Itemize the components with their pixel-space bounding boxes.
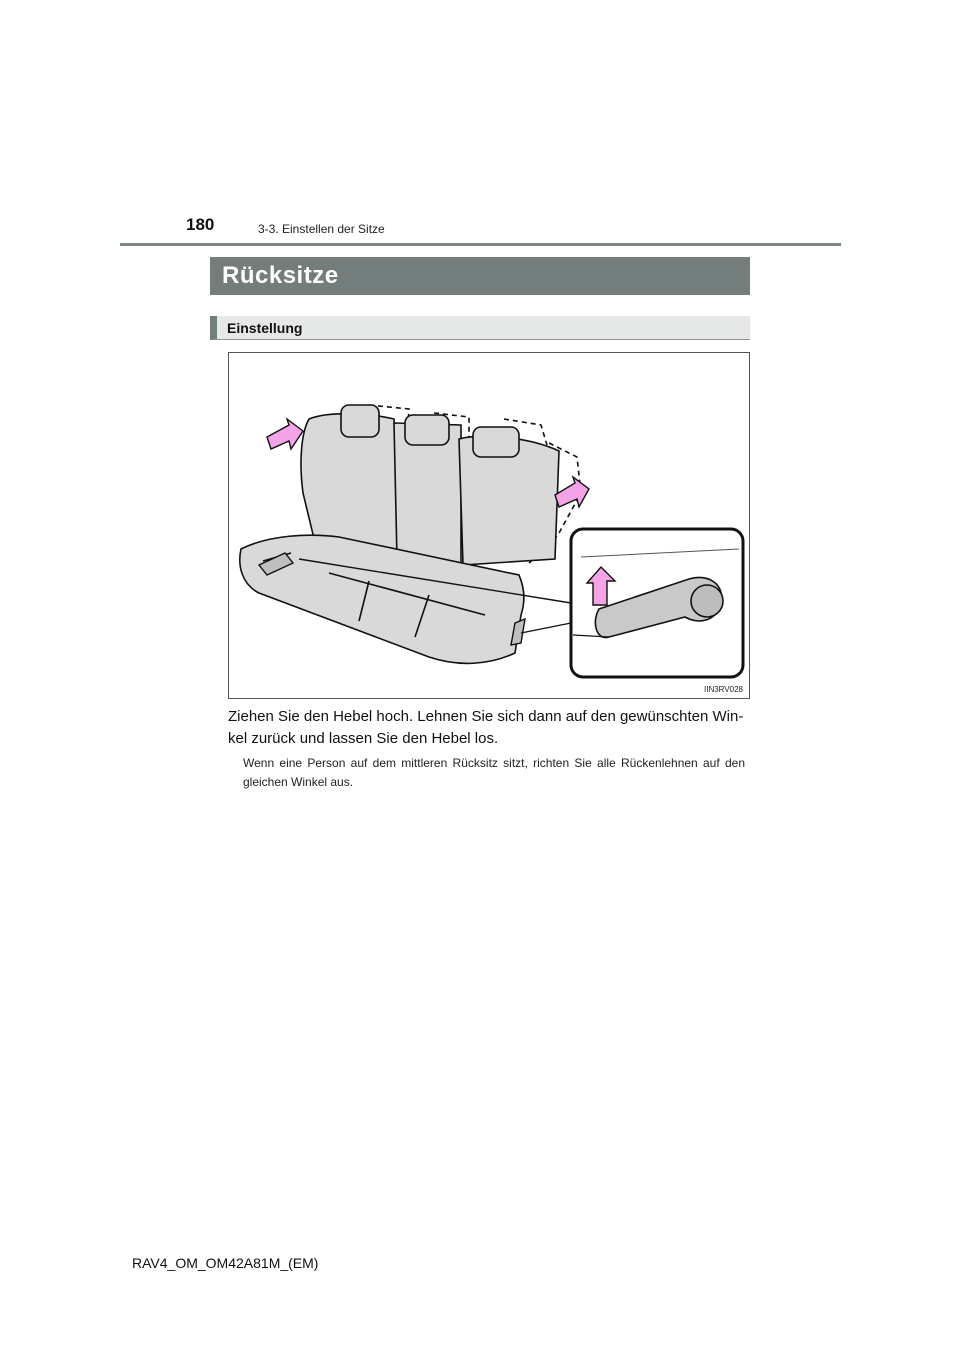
figure-code: IIN3RV028	[704, 685, 743, 694]
rear-seat-drawing	[229, 353, 751, 700]
note-text: Wenn eine Person auf dem mittleren Rücksitz sitzt, richten Sie alle Rückenlehnen auf den gleichen Winkel aus.	[243, 756, 745, 789]
header-divider	[120, 243, 841, 246]
page-number: 180	[186, 215, 215, 234]
instruction-text: Ziehen Sie den Hebel hoch. Lehnen Sie sich dann auf den gewünschten Win-kel zurück und lassen Sie den Hebel los.	[228, 708, 744, 747]
rear-seat-illustration	[228, 352, 750, 699]
section-title: Rücksitze	[210, 257, 750, 295]
section-reference: 3-3. Einstellen der Sitze	[258, 222, 385, 236]
subheading: Einstellung	[210, 316, 750, 340]
document-code: RAV4_OM_OM42A81M_(EM)	[132, 1255, 319, 1271]
